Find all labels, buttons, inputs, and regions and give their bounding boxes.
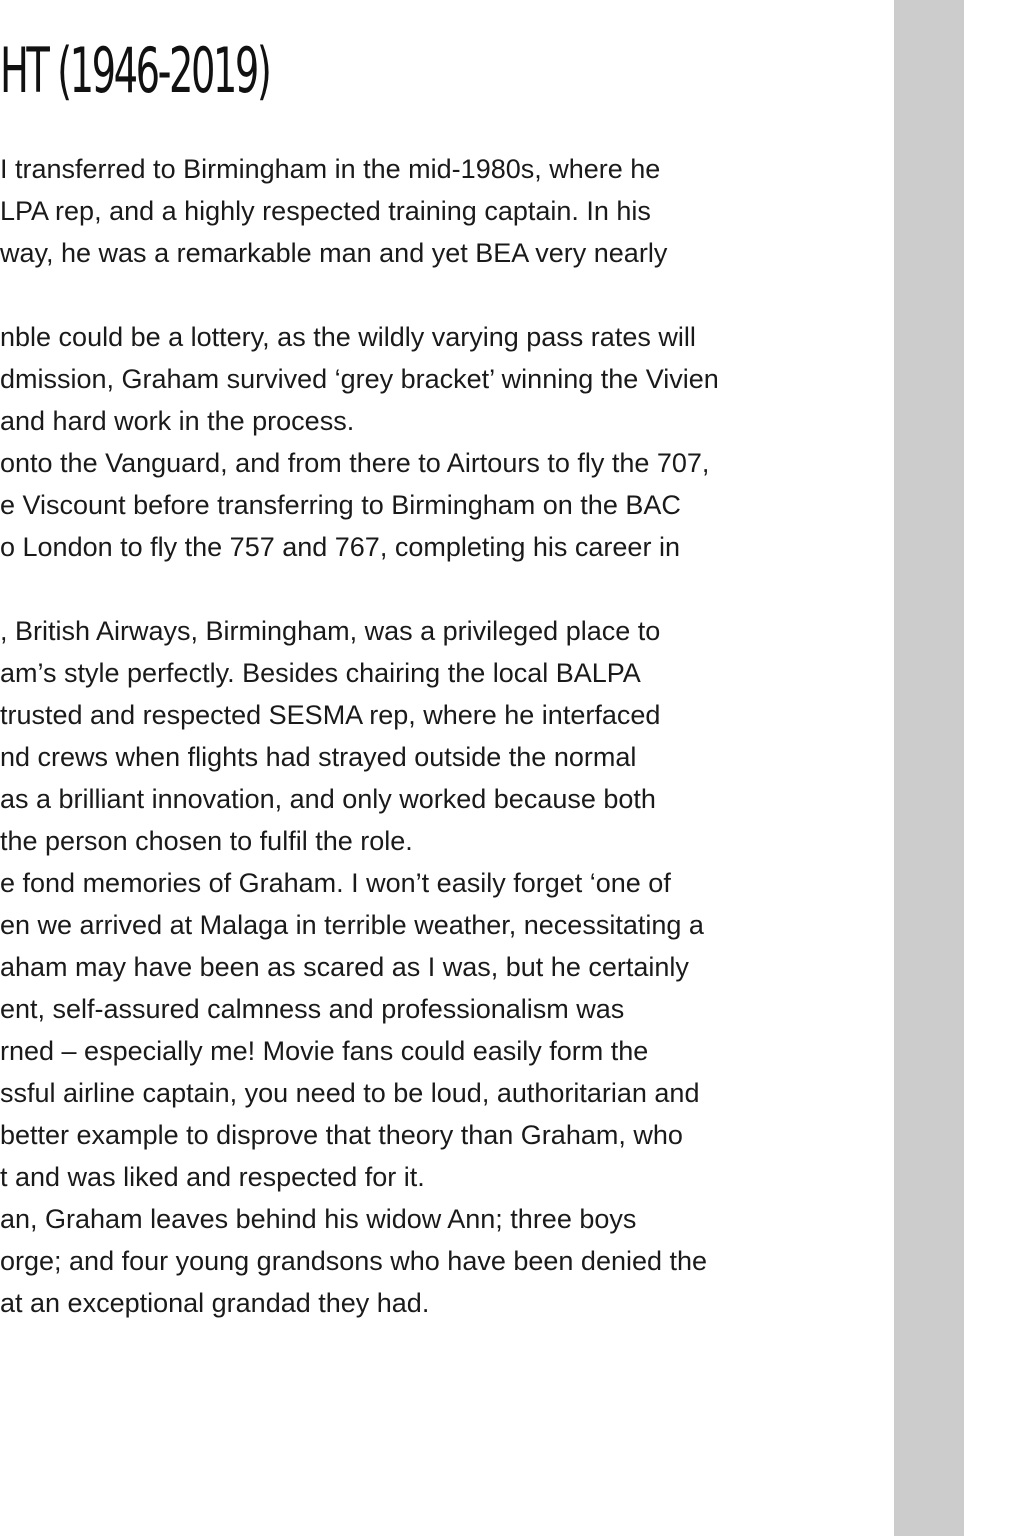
body-line: en we arrived at Malaga in terrible weather, necessitating a xyxy=(0,910,704,940)
body-line: trusted and respected SESMA rep, where he interfaced xyxy=(0,700,661,730)
body-line: at an exceptional grandad they had. xyxy=(0,1288,430,1318)
body-line: as a brilliant innovation, and only worked because both xyxy=(0,784,656,814)
body-line: I transferred to Birmingham in the mid-1980s, where he xyxy=(0,154,661,184)
body-line: e fond memories of Graham. I won’t easily forget ‘one of xyxy=(0,868,671,898)
side-bar xyxy=(894,0,964,1536)
body-line: aham may have been as scared as I was, but he certainly xyxy=(0,952,689,982)
body-line: the person chosen to fulfil the role. xyxy=(0,826,413,856)
body-line-blank xyxy=(0,274,894,316)
body-line: o London to fly the 757 and 767, completing his career in xyxy=(0,532,680,562)
body-line: LPA rep, and a highly respected training captain. In his xyxy=(0,196,651,226)
article-title: HT (1946-2019) xyxy=(0,34,270,107)
body-line: ent, self-assured calmness and professionalism was xyxy=(0,994,625,1024)
article-body xyxy=(0,148,894,1324)
body-line: an, Graham leaves behind his widow Ann; three boys xyxy=(0,1204,637,1234)
body-line: , British Airways, Birmingham, was a privileged place to xyxy=(0,616,661,646)
body-line: t and was liked and respected for it. xyxy=(0,1162,425,1192)
body-line: dmission, Graham survived ‘grey bracket’ winning the Vivien xyxy=(0,364,719,394)
body-line: e Viscount before transferring to Birmingham on the BAC xyxy=(0,490,681,520)
body-line: onto the Vanguard, and from there to Airtours to fly the 707, xyxy=(0,448,710,478)
body-line: rned – especially me! Movie fans could easily form the xyxy=(0,1036,649,1066)
body-line: nble could be a lottery, as the wildly varying pass rates will xyxy=(0,322,696,352)
body-line: ssful airline captain, you need to be loud, authoritarian and xyxy=(0,1078,700,1108)
body-line: way, he was a remarkable man and yet BEA very nearly xyxy=(0,238,668,268)
body-line: orge; and four young grandsons who have been denied the xyxy=(0,1246,708,1276)
body-line: nd crews when flights had strayed outside the normal xyxy=(0,742,637,772)
body-line: am’s style perfectly. Besides chairing the local BALPA xyxy=(0,658,641,688)
body-line-blank xyxy=(0,568,894,610)
body-line: and hard work in the process. xyxy=(0,406,355,436)
body-line: better example to disprove that theory than Graham, who xyxy=(0,1120,683,1150)
